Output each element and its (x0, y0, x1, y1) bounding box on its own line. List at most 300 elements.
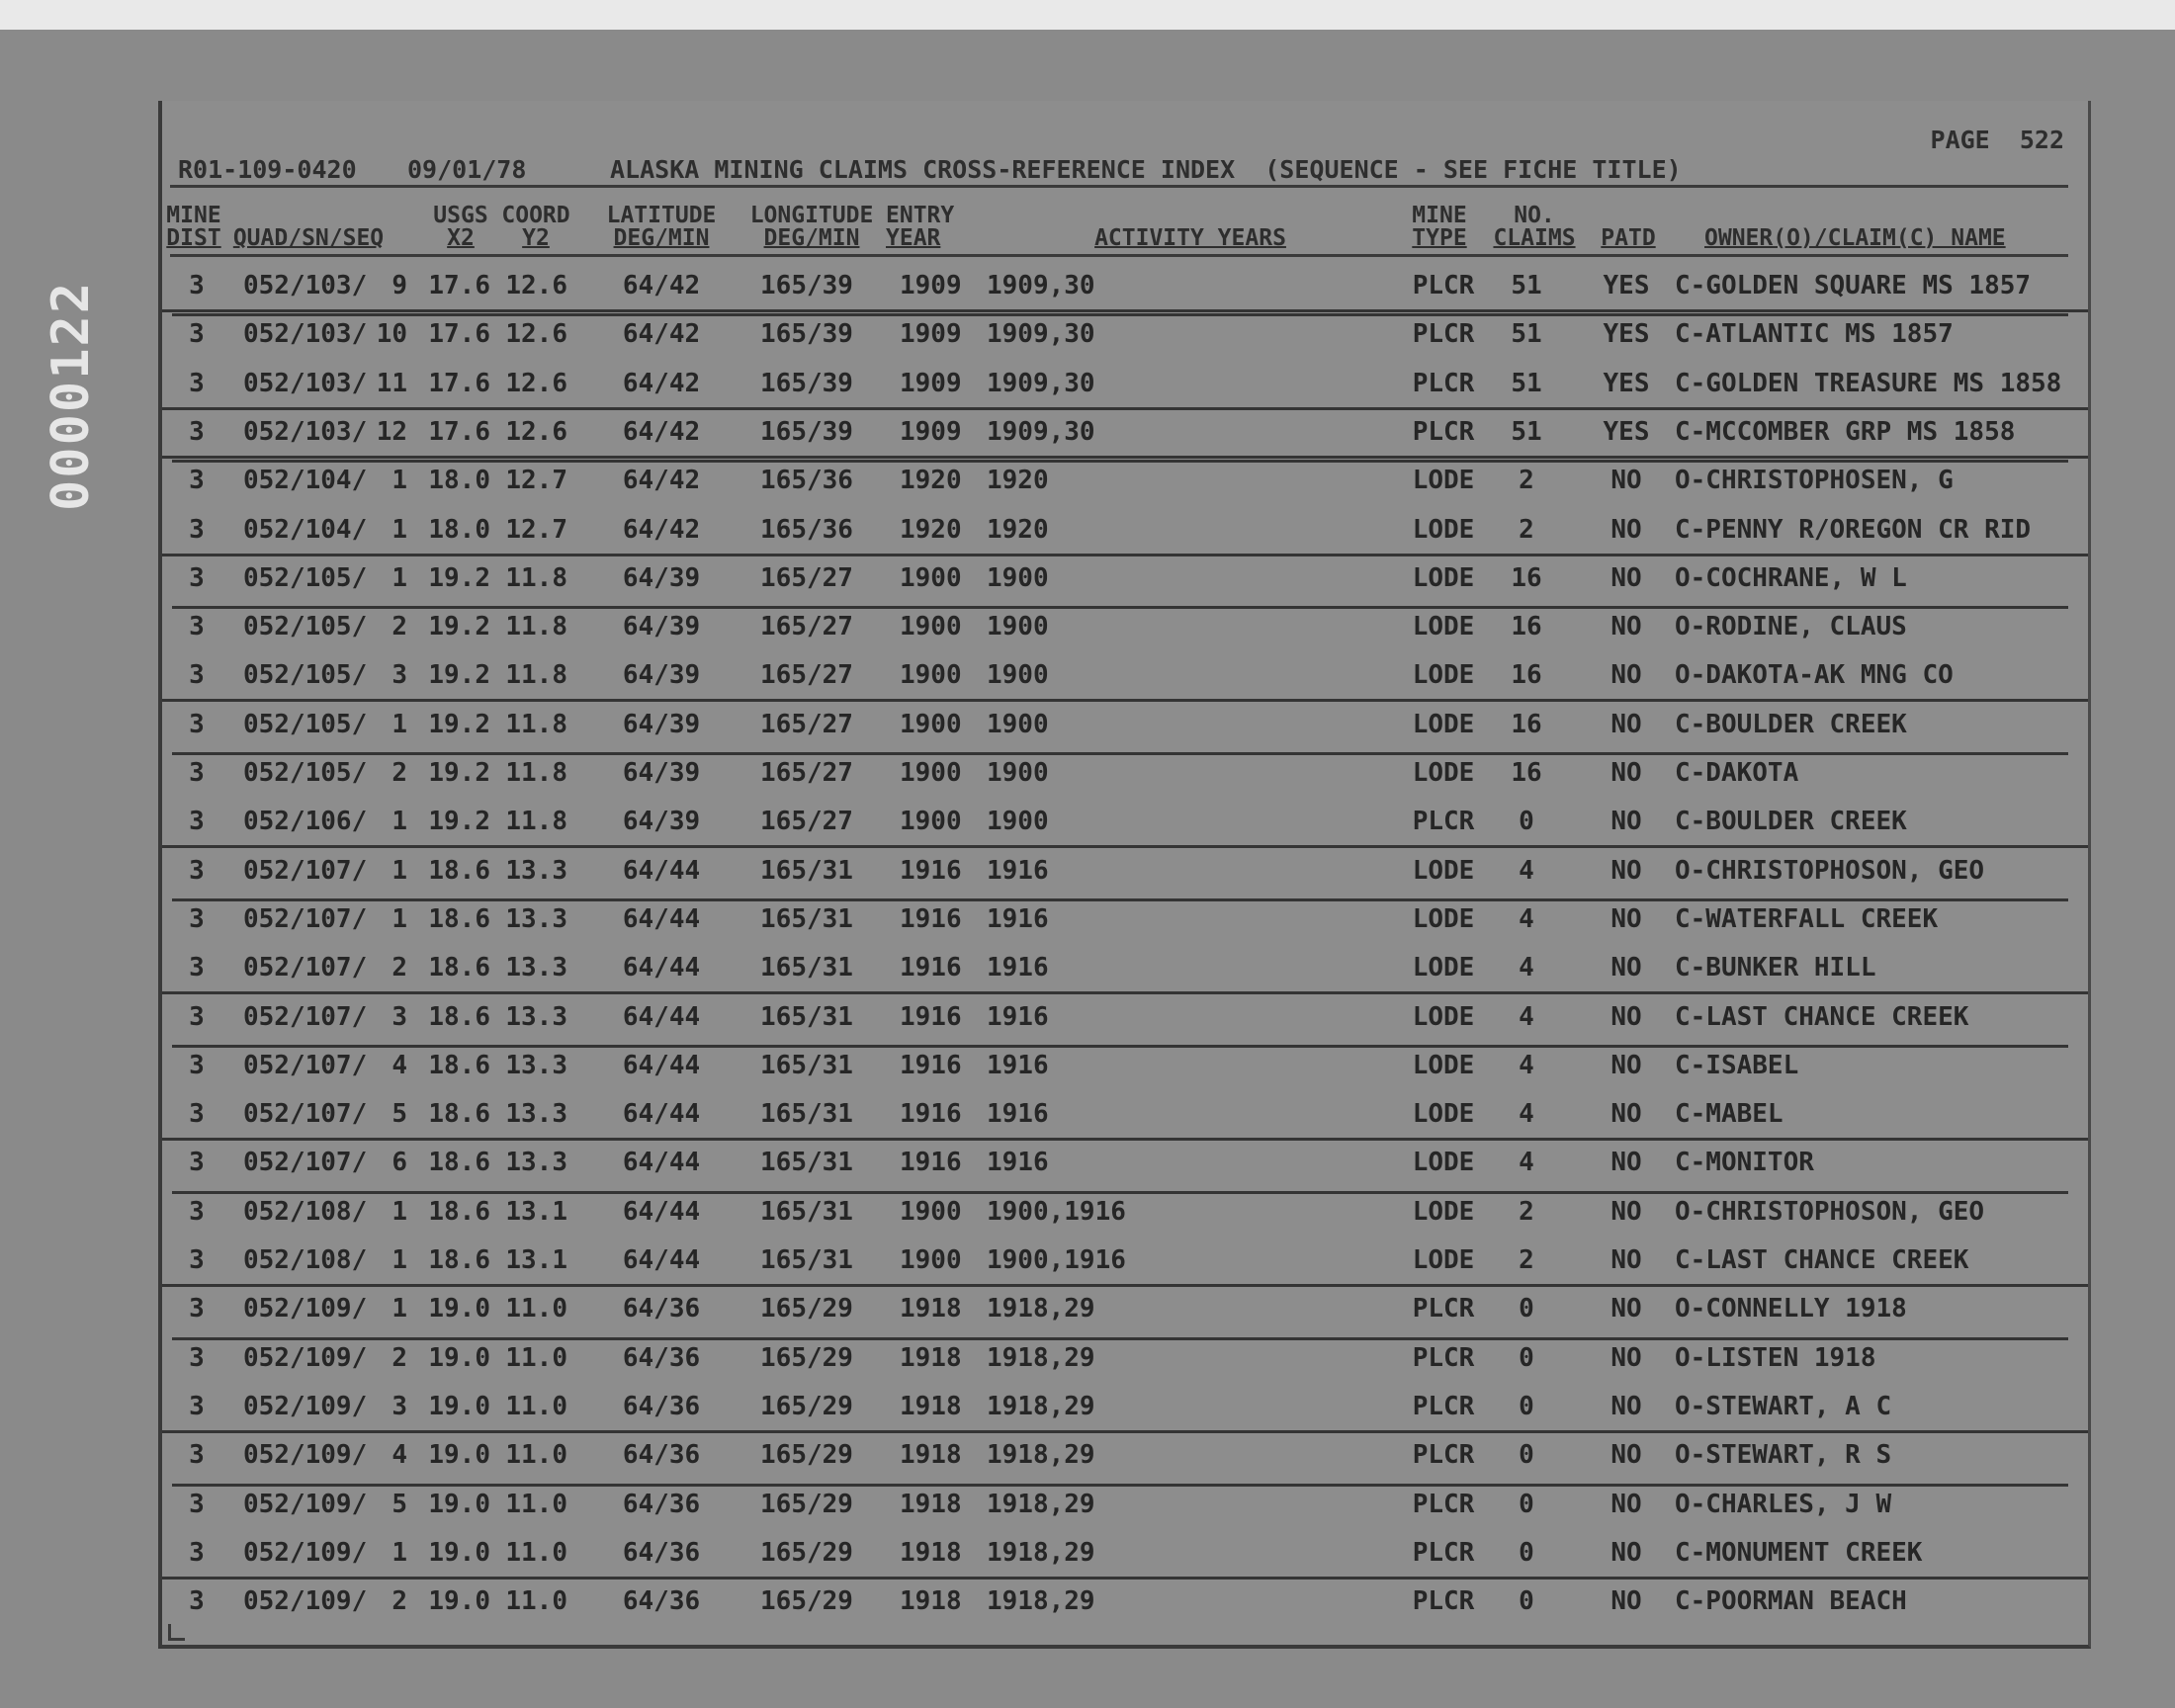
cell-quad: 052/104/ (243, 514, 368, 545)
cell-activity: 1900,1916 (987, 1245, 1126, 1275)
cell-entry: 1918 (900, 1294, 962, 1324)
cell-x2: 18.6 (428, 1245, 490, 1275)
table-row (162, 700, 2088, 748)
cell-seq: 2 (392, 758, 407, 788)
cell-activity: 1920 (987, 466, 1049, 496)
cell-name: O-CHARLES, J W (1675, 1489, 1892, 1519)
cell-y2: 11.0 (505, 1586, 567, 1617)
cell-seq: 2 (392, 1586, 407, 1617)
table-row (162, 1138, 2088, 1186)
cell-lon: 165/31 (760, 1245, 853, 1275)
cell-name: O-CONNELLY 1918 (1675, 1294, 1907, 1324)
cell-lon: 165/27 (760, 660, 853, 691)
cell-type: PLCR (1412, 319, 1475, 350)
cell-quad: 052/107/ (243, 1148, 368, 1178)
cell-entry: 1918 (900, 1342, 962, 1373)
table-row (162, 650, 2088, 702)
cell-y2: 13.3 (505, 855, 567, 886)
cell-claims: 0 (1519, 1537, 1534, 1568)
cell-name: C-MCCOMBER GRP MS 1858 (1675, 416, 2016, 447)
cell-patd: NO (1610, 709, 1642, 739)
cell-lat: 64/36 (622, 1294, 701, 1324)
cell-name: O-RODINE, CLAUS (1675, 612, 1907, 642)
cell-type: PLCR (1412, 807, 1475, 837)
cell-type: LODE (1412, 953, 1475, 983)
table-row (162, 602, 2088, 650)
cell-entry: 1900 (900, 1196, 962, 1227)
cell-y2: 13.3 (505, 1099, 567, 1130)
page-label: PAGE (1930, 126, 1990, 154)
cell-y2: 11.8 (505, 612, 567, 642)
table-row (162, 797, 2088, 848)
cell-lat: 64/39 (622, 562, 701, 593)
cell-activity: 1909,30 (987, 319, 1095, 350)
cell-activity: 1909,30 (987, 416, 1095, 447)
cell-y2: 12.6 (505, 368, 567, 398)
cell-patd: NO (1610, 903, 1642, 934)
cell-y2: 13.3 (505, 1050, 567, 1080)
cell-x2: 18.6 (428, 855, 490, 886)
cell-patd: NO (1610, 1099, 1642, 1130)
cell-seq: 5 (392, 1099, 407, 1130)
cell-quad: 052/103/ (243, 416, 368, 447)
cell-type: PLCR (1412, 416, 1475, 447)
cell-patd: YES (1603, 416, 1650, 447)
cell-seq: 1 (392, 709, 407, 739)
cell-seq: 3 (392, 1001, 407, 1032)
table-row (162, 261, 2088, 312)
cell-type: LODE (1412, 466, 1475, 496)
cell-quad: 052/109/ (243, 1586, 368, 1617)
cell-lon: 165/27 (760, 612, 853, 642)
cell-patd: NO (1610, 758, 1642, 788)
cell-patd: NO (1610, 612, 1642, 642)
cell-claims: 0 (1519, 1391, 1534, 1421)
cell-y2: 12.6 (505, 319, 567, 350)
cell-x2: 19.0 (428, 1391, 490, 1421)
cell-entry: 1916 (900, 903, 962, 934)
cell-seq: 11 (376, 368, 407, 398)
cell-lon: 165/27 (760, 709, 853, 739)
cell-claims: 0 (1519, 1440, 1534, 1471)
cell-lon: 165/29 (760, 1294, 853, 1324)
cell-x2: 18.6 (428, 903, 490, 934)
cell-patd: NO (1610, 1537, 1642, 1568)
cell-y2: 13.1 (505, 1245, 567, 1275)
cell-activity: 1916 (987, 855, 1049, 886)
cell-lon: 165/39 (760, 319, 853, 350)
cell-entry: 1900 (900, 660, 962, 691)
col-patd: PATD (1601, 225, 1656, 251)
table-row (162, 943, 2088, 994)
table-row (162, 748, 2088, 797)
cell-lat: 64/36 (622, 1537, 701, 1568)
col-quad: QUAD/SN/SEQ (232, 225, 385, 251)
cell-quad: 052/109/ (243, 1294, 368, 1324)
cell-activity: 1918,29 (987, 1489, 1095, 1519)
cell-dist: 3 (189, 368, 205, 398)
cell-y2: 13.1 (505, 1196, 567, 1227)
cell-activity: 1900 (987, 709, 1049, 739)
cell-y2: 13.3 (505, 1001, 567, 1032)
cell-entry: 1909 (900, 416, 962, 447)
cell-type: LODE (1412, 1001, 1475, 1032)
table-row (162, 1333, 2088, 1382)
cell-dist: 3 (189, 514, 205, 545)
cell-dist: 3 (189, 1148, 205, 1178)
cell-lon: 165/31 (760, 1196, 853, 1227)
cell-y2: 11.8 (505, 660, 567, 691)
cell-y2: 11.0 (505, 1342, 567, 1373)
cell-patd: NO (1610, 1342, 1642, 1373)
page-indicator (1931, 126, 2064, 154)
table-row (162, 407, 2088, 459)
cell-quad: 052/103/ (243, 319, 368, 350)
cell-dist: 3 (189, 1294, 205, 1324)
cell-name: C-LAST CHANCE CREEK (1675, 1001, 1969, 1032)
cell-x2: 19.0 (428, 1342, 490, 1373)
cell-patd: NO (1610, 1440, 1642, 1471)
cell-claims: 0 (1519, 1489, 1534, 1519)
cell-activity: 1900,1916 (987, 1196, 1126, 1227)
cell-lon: 165/29 (760, 1391, 853, 1421)
report-header (170, 155, 2068, 188)
cell-claims: 16 (1511, 612, 1542, 642)
cell-activity: 1918,29 (987, 1342, 1095, 1373)
cell-seq: 1 (392, 514, 407, 545)
cell-x2: 17.6 (428, 319, 490, 350)
cell-claims: 0 (1519, 1294, 1534, 1324)
cell-activity: 1916 (987, 1001, 1049, 1032)
cell-activity: 1909,30 (987, 271, 1095, 300)
cell-lon: 165/36 (760, 514, 853, 545)
cell-entry: 1900 (900, 1245, 962, 1275)
cell-dist: 3 (189, 271, 205, 300)
cell-entry: 1918 (900, 1391, 962, 1421)
cell-lon: 165/31 (760, 1050, 853, 1080)
cell-dist: 3 (189, 1537, 205, 1568)
cell-lon: 165/36 (760, 466, 853, 496)
cell-type: PLCR (1412, 1537, 1475, 1568)
cell-dist: 3 (189, 953, 205, 983)
cell-name: O-CHRISTOPHOSEN, G (1675, 466, 1954, 496)
cell-quad: 052/108/ (243, 1196, 368, 1227)
cell-seq: 1 (392, 562, 407, 593)
table-row (162, 554, 2088, 602)
cell-x2: 19.2 (428, 807, 490, 837)
cell-x2: 17.6 (428, 368, 490, 398)
cell-seq: 12 (376, 416, 407, 447)
cell-patd: NO (1610, 1050, 1642, 1080)
cell-dist: 3 (189, 660, 205, 691)
table-row (162, 1236, 2088, 1287)
cell-name: C-BOULDER CREEK (1675, 709, 1907, 739)
cell-seq: 1 (392, 903, 407, 934)
cell-type: LODE (1412, 1050, 1475, 1080)
table-row (162, 1430, 2088, 1479)
cell-entry: 1920 (900, 514, 962, 545)
cell-name: O-CHRISTOPHOSON, GEO (1675, 1196, 1985, 1227)
cell-lat: 64/44 (622, 1001, 701, 1032)
cell-x2: 17.6 (428, 271, 490, 300)
cell-lon: 165/31 (760, 1148, 853, 1178)
cell-y2: 11.8 (505, 709, 567, 739)
cell-lat: 64/44 (622, 1245, 701, 1275)
cell-y2: 13.3 (505, 903, 567, 934)
cell-name: C-PENNY R/OREGON CR RID (1675, 514, 2032, 545)
table-row (162, 992, 2088, 1041)
cell-x2: 19.0 (428, 1489, 490, 1519)
cell-type: LODE (1412, 660, 1475, 691)
cell-quad: 052/109/ (243, 1489, 368, 1519)
cell-lon: 165/31 (760, 903, 853, 934)
cell-lat: 64/44 (622, 1050, 701, 1080)
cell-type: PLCR (1412, 271, 1475, 300)
cell-y2: 13.3 (505, 953, 567, 983)
cell-activity: 1916 (987, 1148, 1049, 1178)
cell-dist: 3 (189, 903, 205, 934)
table-row (162, 1577, 2088, 1625)
cell-seq: 9 (392, 271, 407, 300)
col-owner: OWNER(O)/CLAIM(C) NAME (1704, 225, 2006, 251)
cell-x2: 19.0 (428, 1440, 490, 1471)
cell-quad: 052/105/ (243, 660, 368, 691)
cell-entry: 1916 (900, 1148, 962, 1178)
cell-dist: 3 (189, 758, 205, 788)
cell-name: O-COCHRANE, W L (1675, 562, 1907, 593)
cell-claims: 16 (1511, 758, 1542, 788)
cell-dist: 3 (189, 1440, 205, 1471)
cell-seq: 10 (376, 319, 407, 350)
cell-claims: 51 (1511, 416, 1542, 447)
cell-seq: 1 (392, 1245, 407, 1275)
cell-name: C-MONITOR (1675, 1148, 1814, 1178)
cell-x2: 19.2 (428, 758, 490, 788)
cell-x2: 18.6 (428, 1196, 490, 1227)
cell-patd: NO (1610, 1245, 1642, 1275)
cell-lat: 64/44 (622, 1148, 701, 1178)
cell-name: O-STEWART, A C (1675, 1391, 1892, 1421)
cell-dist: 3 (189, 319, 205, 350)
cell-y2: 12.7 (505, 466, 567, 496)
cell-type: PLCR (1412, 1440, 1475, 1471)
cell-seq: 3 (392, 660, 407, 691)
cell-lon: 165/39 (760, 416, 853, 447)
cell-name: C-WATERFALL CREEK (1675, 903, 1939, 934)
cell-seq: 3 (392, 1391, 407, 1421)
cell-claims: 4 (1519, 1099, 1534, 1130)
table-row (162, 505, 2088, 556)
cell-activity: 1916 (987, 1050, 1049, 1080)
cell-lon: 165/29 (760, 1586, 853, 1617)
cell-type: LODE (1412, 709, 1475, 739)
cell-seq: 1 (392, 807, 407, 837)
cell-y2: 12.6 (505, 416, 567, 447)
cell-name: O-CHRISTOPHOSON, GEO (1675, 855, 1985, 886)
cell-type: LODE (1412, 1099, 1475, 1130)
cell-quad: 052/105/ (243, 758, 368, 788)
cell-patd: NO (1610, 1196, 1642, 1227)
cell-entry: 1916 (900, 855, 962, 886)
cell-claims: 16 (1511, 709, 1542, 739)
cell-entry: 1916 (900, 953, 962, 983)
table-row (162, 309, 2088, 358)
cell-dist: 3 (189, 1342, 205, 1373)
cell-activity: 1900 (987, 660, 1049, 691)
cell-quad: 052/109/ (243, 1440, 368, 1471)
cell-dist: 3 (189, 1489, 205, 1519)
table-row (162, 1041, 2088, 1089)
cell-lat: 64/36 (622, 1391, 701, 1421)
table-row (162, 359, 2088, 410)
cell-activity: 1918,29 (987, 1391, 1095, 1421)
col-latitude: LATITUDE DEG/MIN (606, 203, 717, 251)
cell-lat: 64/39 (622, 807, 701, 837)
cell-lat: 64/44 (622, 953, 701, 983)
cell-activity: 1918,29 (987, 1586, 1095, 1617)
table-row (162, 1187, 2088, 1236)
cell-entry: 1916 (900, 1001, 962, 1032)
cell-patd: NO (1610, 855, 1642, 886)
cell-y2: 11.8 (505, 758, 567, 788)
cell-entry: 1918 (900, 1489, 962, 1519)
cell-patd: NO (1610, 807, 1642, 837)
cell-dist: 3 (189, 855, 205, 886)
cell-lat: 64/36 (622, 1440, 701, 1471)
cell-type: LODE (1412, 1245, 1475, 1275)
col-coord-y: COORD Y2 (501, 203, 570, 251)
cell-seq: 2 (392, 953, 407, 983)
table-row (162, 846, 2088, 895)
cell-dist: 3 (189, 1245, 205, 1275)
cell-type: PLCR (1412, 1489, 1475, 1519)
col-usgs-x: USGS X2 (433, 203, 488, 251)
cell-patd: NO (1610, 1586, 1642, 1617)
cell-patd: NO (1610, 514, 1642, 545)
cell-seq: 5 (392, 1489, 407, 1519)
cell-seq: 4 (392, 1440, 407, 1471)
cell-seq: 4 (392, 1050, 407, 1080)
cell-name: C-GOLDEN SQUARE MS 1857 (1675, 271, 2032, 300)
cell-entry: 1918 (900, 1586, 962, 1617)
cell-seq: 2 (392, 1342, 407, 1373)
cell-quad: 052/104/ (243, 466, 368, 496)
cell-type: LODE (1412, 1196, 1475, 1227)
cell-name: C-MONUMENT CREEK (1675, 1537, 1923, 1568)
cell-name: O-LISTEN 1918 (1675, 1342, 1876, 1373)
cell-activity: 1918,29 (987, 1440, 1095, 1471)
cell-activity: 1918,29 (987, 1294, 1095, 1324)
cell-lon: 165/31 (760, 953, 853, 983)
cell-lon: 165/31 (760, 1099, 853, 1130)
cell-activity: 1916 (987, 1099, 1049, 1130)
cell-type: LODE (1412, 562, 1475, 593)
cell-x2: 18.6 (428, 1148, 490, 1178)
cell-lat: 64/44 (622, 1099, 701, 1130)
cell-entry: 1918 (900, 1537, 962, 1568)
cell-lat: 64/44 (622, 1196, 701, 1227)
cell-entry: 1900 (900, 612, 962, 642)
cell-lat: 64/42 (622, 368, 701, 398)
cell-x2: 17.6 (428, 416, 490, 447)
cell-quad: 052/109/ (243, 1391, 368, 1421)
cell-claims: 51 (1511, 368, 1542, 398)
cell-entry: 1900 (900, 807, 962, 837)
cell-activity: 1920 (987, 514, 1049, 545)
report-date: 09/01/78 (407, 155, 527, 184)
cell-claims: 16 (1511, 660, 1542, 691)
cell-name: C-ISABEL (1675, 1050, 1799, 1080)
cell-entry: 1918 (900, 1440, 962, 1471)
cell-lon: 165/27 (760, 562, 853, 593)
cell-claims: 4 (1519, 855, 1534, 886)
cell-patd: YES (1603, 319, 1650, 350)
cell-lat: 64/44 (622, 855, 701, 886)
cell-dist: 3 (189, 1050, 205, 1080)
cell-y2: 11.0 (505, 1294, 567, 1324)
cell-x2: 19.2 (428, 562, 490, 593)
cell-name: C-POORMAN BEACH (1675, 1586, 1907, 1617)
cell-type: PLCR (1412, 1294, 1475, 1324)
cell-dist: 3 (189, 709, 205, 739)
cell-lon: 165/27 (760, 758, 853, 788)
table-row (162, 1528, 2088, 1580)
cell-claims: 2 (1519, 514, 1534, 545)
cell-type: LODE (1412, 514, 1475, 545)
cell-type: LODE (1412, 758, 1475, 788)
cell-type: PLCR (1412, 1391, 1475, 1421)
cell-claims: 0 (1519, 1342, 1534, 1373)
cell-x2: 18.6 (428, 1099, 490, 1130)
report-id: R01-109-0420 (178, 155, 357, 184)
cell-lat: 64/39 (622, 660, 701, 691)
cell-claims: 4 (1519, 1050, 1534, 1080)
cell-quad: 052/106/ (243, 807, 368, 837)
cell-dist: 3 (189, 807, 205, 837)
cell-patd: NO (1610, 1148, 1642, 1178)
cell-y2: 13.3 (505, 1148, 567, 1178)
microfiche-frame (0, 30, 2175, 1708)
cell-name: O-DAKOTA-AK MNG CO (1675, 660, 1954, 691)
cell-patd: NO (1610, 466, 1642, 496)
cell-name: C-GOLDEN TREASURE MS 1858 (1675, 368, 2062, 398)
cell-x2: 19.0 (428, 1537, 490, 1568)
cell-lon: 165/29 (760, 1342, 853, 1373)
cell-patd: NO (1610, 953, 1642, 983)
col-activity: ACTIVITY YEARS (1094, 225, 1286, 251)
cell-activity: 1916 (987, 903, 1049, 934)
cell-type: LODE (1412, 612, 1475, 642)
cell-y2: 11.0 (505, 1440, 567, 1471)
table-row (162, 456, 2088, 504)
cell-x2: 18.0 (428, 466, 490, 496)
table-row (162, 1284, 2088, 1332)
col-entry-year: ENTRY YEAR (886, 203, 955, 251)
cell-type: LODE (1412, 855, 1475, 886)
cell-lon: 165/29 (760, 1489, 853, 1519)
cell-claims: 4 (1519, 953, 1534, 983)
cell-dist: 3 (189, 1391, 205, 1421)
cell-name: C-MABEL (1675, 1099, 1784, 1130)
cell-type: LODE (1412, 903, 1475, 934)
cell-y2: 11.0 (505, 1489, 567, 1519)
cell-name: C-DAKOTA (1675, 758, 1799, 788)
cell-dist: 3 (189, 416, 205, 447)
cell-lat: 64/39 (622, 612, 701, 642)
cell-name: C-LAST CHANCE CREEK (1675, 1245, 1969, 1275)
cell-lon: 165/31 (760, 1001, 853, 1032)
cell-lat: 64/42 (622, 271, 701, 300)
